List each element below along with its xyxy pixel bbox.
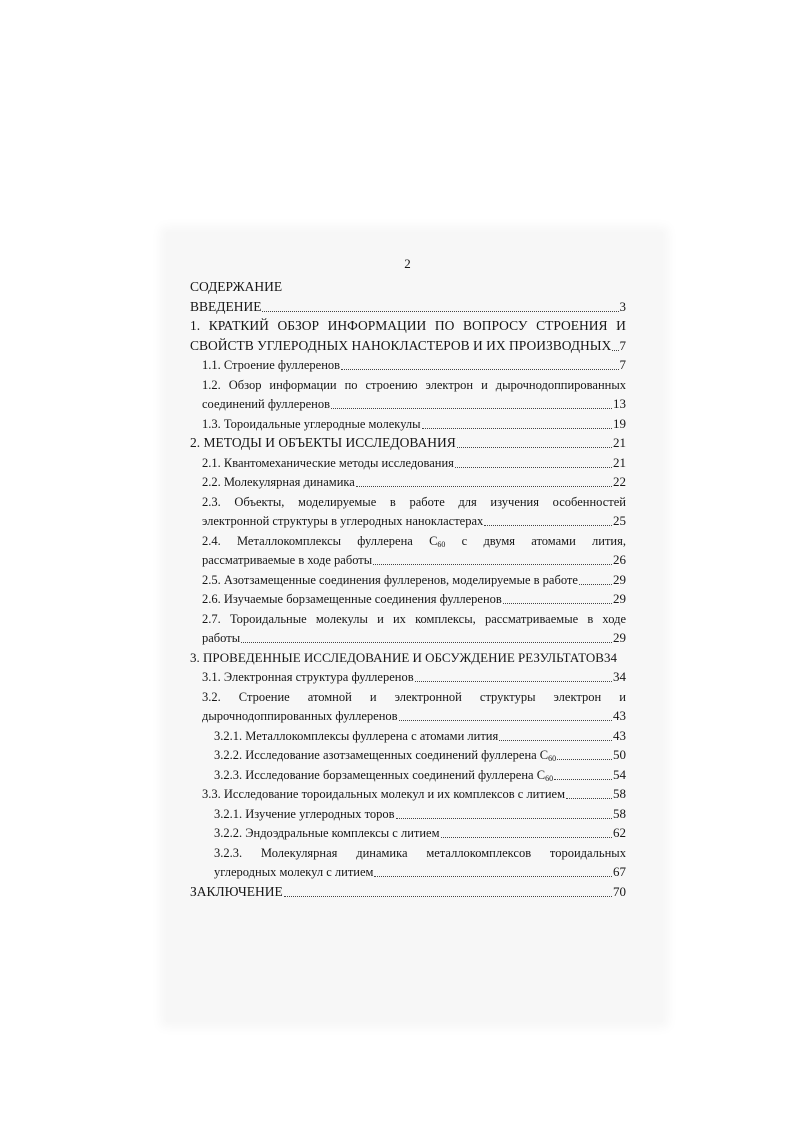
dot-leader: [557, 759, 612, 760]
toc-title: СОДЕРЖАНИЕ: [190, 279, 283, 294]
dot-leader: [503, 603, 612, 604]
toc-entry-3-2-1[interactable]: [190, 724, 626, 744]
dot-leader: [284, 896, 612, 897]
toc-entry-label: 3.1. Электронная структура фуллеренов: [202, 670, 414, 684]
word: особенностей: [552, 494, 626, 509]
toc-entry-label: ЗАКЛЮЧЕНИЕ: [190, 883, 283, 899]
toc-entry-label: соединений фуллеренов: [202, 397, 330, 411]
dot-leader: [262, 311, 618, 312]
formula-c60: [429, 534, 445, 549]
toc-entry-3-2-3[interactable]: [190, 763, 626, 783]
toc-entry-3-3-3-line2[interactable]: [190, 861, 626, 881]
toc-entry-label: 2.6. Изучаемые борзамещенные соединения фуллеренов: [202, 592, 502, 606]
word: лития,: [592, 533, 626, 548]
dot-leader: [331, 408, 612, 409]
toc-entry-page: 19: [613, 415, 626, 431]
toc-entry-page: 34: [603, 649, 617, 665]
toc-entry-label: дырочнодоппированных фуллеренов: [202, 709, 398, 723]
word: 2.3.: [202, 494, 221, 509]
formula-subscript: 60: [437, 539, 446, 549]
toc-entry-page: 22: [613, 474, 626, 489]
toc-entry-label: [214, 748, 556, 763]
word: Строение: [238, 689, 290, 704]
dot-leader: [579, 584, 612, 585]
word: с: [461, 533, 468, 548]
toc-entry-3-2-line1[interactable]: [190, 685, 626, 705]
toc-entry-label-line1: 2.7. Тороидальные молекулы и их комплексы, рассматриваемые в ходе: [202, 611, 626, 626]
toc-entry-3-3-1[interactable]: [190, 802, 626, 822]
word: металлокомплексов: [426, 845, 532, 860]
toc-entry-2-2[interactable]: [190, 471, 626, 491]
word: работе: [409, 494, 445, 509]
toc-entry-label: 2. МЕТОДЫ И ОБЪЕКТЫ ИССЛЕДОВАНИЯ: [190, 435, 456, 450]
toc-entry-ch3[interactable]: [190, 646, 626, 666]
toc-entry-ch1-line2[interactable]: [190, 334, 626, 354]
word: для: [458, 494, 477, 509]
word: и: [369, 689, 377, 704]
toc-entry-page: 26: [613, 552, 626, 567]
toc-entry-2-3-line2[interactable]: [190, 510, 626, 530]
word: структуры: [479, 689, 536, 704]
word: фуллерена: [357, 533, 413, 548]
toc-entry-label-line1: [202, 690, 626, 705]
toc-entry-label-line1: [190, 318, 626, 334]
toc-entry-label-line1: 1.2. Обзор информации по строению электрон и дырочнодоппированных: [202, 377, 626, 392]
toc-entry-label: электронной структуры в углеродных нанокластерах: [202, 514, 484, 528]
word: Металлокомплексы: [236, 533, 342, 548]
word: ОБЗОР: [277, 318, 320, 333]
toc-entry-page: 3: [619, 298, 626, 314]
toc-entry-1-2-line1[interactable]: [190, 373, 626, 393]
word: 3.2.3.: [214, 845, 243, 860]
toc-entry-page: 21: [613, 435, 626, 450]
label-text: 3.2.3. Исследование борзамещенных соединений фуллерена C: [214, 767, 546, 782]
toc-entry-2-1[interactable]: [190, 451, 626, 471]
toc-entry-label: 2.2. Молекулярная динамика: [202, 475, 355, 489]
toc-entry-label: СВОЙСТВ УГЛЕРОДНЫХ НАНОКЛАСТЕРОВ И ИХ ПРОИЗВОДНЫХ: [190, 337, 612, 353]
word: 1.: [190, 318, 201, 333]
word: ВОПРОСУ: [462, 318, 528, 333]
toc-entry-page: 50: [613, 747, 626, 762]
toc-entry-label: 2.1. Квантомеханические методы исследования: [202, 455, 454, 470]
word: Объекты,: [234, 494, 285, 509]
dot-leader: [374, 876, 612, 877]
toc-entry-3-3-2[interactable]: [190, 822, 626, 842]
toc-entry-2-4-line1[interactable]: [190, 529, 626, 549]
toc-entry-1-2-line2[interactable]: [190, 393, 626, 413]
toc-entry-label: 3.3. Исследование тороидальных молекул и их комплексов с литием: [202, 787, 565, 801]
dot-leader: [554, 779, 612, 780]
word: 3.2.: [202, 689, 221, 704]
dot-leader: [396, 818, 612, 819]
toc-entry-3-3-3-line1[interactable]: [190, 841, 626, 861]
toc-entry-page: 21: [613, 454, 626, 470]
toc-entry-2-7-line1[interactable]: [190, 607, 626, 627]
formula-subscript: 60: [545, 773, 554, 783]
toc-entry-page: 43: [613, 708, 626, 723]
word: двумя: [483, 533, 516, 548]
toc-entry-label: 3.2.1. Металлокомплексы фуллерена с атомами лития: [214, 728, 499, 743]
toc-entry-page: 29: [613, 571, 626, 587]
label-text: 3.2.2. Исследование азотзамещенных соединений фуллерена C: [214, 748, 549, 762]
toc-entry-label-line1: [202, 495, 626, 510]
toc-entry-ch2[interactable]: [190, 432, 626, 452]
toc-entry-3-3[interactable]: [190, 783, 626, 803]
toc-entry-conclusion[interactable]: [190, 880, 626, 900]
dot-leader: [373, 564, 612, 565]
formula-base: C: [429, 533, 438, 548]
toc-entry-page: 7: [619, 357, 626, 372]
toc-entry-page: 25: [613, 513, 626, 528]
toc-entry-label: работы: [202, 631, 241, 645]
toc-entry-page: 58: [613, 786, 626, 801]
word: динамика: [356, 845, 408, 860]
toc-entry-intro[interactable]: [190, 295, 626, 315]
dot-leader: [415, 681, 612, 682]
toc-entry-page: 29: [613, 630, 626, 645]
word: изучения: [490, 494, 539, 509]
word: атомами: [531, 533, 576, 548]
toc-entry-1-3[interactable]: [190, 412, 626, 432]
toc-entry-label: 1.3. Тороидальные углеродные молекулы: [202, 416, 421, 431]
dot-leader: [457, 447, 612, 448]
toc-entry-label: 1.1. Строение фуллеренов: [202, 358, 341, 372]
toc-entry-2-3-line1[interactable]: [190, 490, 626, 510]
dot-leader: [341, 369, 618, 370]
word: тороидальных: [549, 845, 626, 860]
word: моделируемые: [298, 494, 377, 509]
word: и: [619, 689, 626, 704]
toc-entry-page: 43: [613, 727, 626, 743]
dot-leader: [455, 467, 612, 468]
toc-entry-label: 3. ПРОВЕДЕННЫЕ ИССЛЕДОВАНИЕ И ОБСУЖДЕНИЕ РЕЗУЛЬТАТОВ: [190, 649, 604, 665]
toc-entry-3-2-2[interactable]: [190, 744, 626, 764]
toc-entry-2-4-line2[interactable]: [190, 549, 626, 569]
dot-leader: [422, 428, 612, 429]
toc-entry-label: ВВЕДЕНИЕ: [190, 298, 262, 314]
table-of-contents: [190, 276, 626, 900]
toc-entry-3-1[interactable]: [190, 666, 626, 686]
dot-leader: [612, 350, 618, 351]
toc-entry-label: 3.2.1. Изучение углеродных торов: [214, 806, 395, 821]
toc-entry-2-6[interactable]: [190, 588, 626, 608]
dot-leader: [484, 525, 612, 526]
toc-entry-label-line1: [214, 846, 626, 861]
word: ПО: [434, 318, 455, 333]
word: атомной: [307, 689, 352, 704]
toc-entry-page: 58: [613, 805, 626, 821]
toc-entry-page: 7: [619, 337, 626, 353]
toc-entry-page: 34: [613, 669, 626, 684]
page-number: 2: [404, 256, 411, 271]
toc-entry-label: рассматриваемые в ходе работы: [202, 553, 373, 567]
toc-entry-2-7-line2[interactable]: [190, 627, 626, 647]
toc-entry-ch1-line1[interactable]: [190, 315, 626, 335]
toc-entry-page: 70: [613, 883, 626, 899]
toc-entry-page: 13: [613, 396, 626, 411]
toc-entry-label-line1: [202, 534, 626, 549]
formula-subscript: 60: [548, 754, 557, 763]
word: в: [389, 494, 396, 509]
word: КРАТКИЙ: [208, 318, 269, 333]
word: Молекулярная: [260, 845, 338, 860]
dot-leader: [499, 740, 612, 741]
toc-entry-label: [214, 768, 553, 783]
toc-entry-page: 54: [613, 766, 626, 782]
toc-entry-2-5[interactable]: [190, 568, 626, 588]
dot-leader: [441, 837, 612, 838]
toc-entry-1-1[interactable]: [190, 354, 626, 374]
toc-entry-label: углеродных молекул с литием: [214, 865, 374, 879]
toc-title-row: [190, 276, 626, 295]
dot-leader: [399, 720, 612, 721]
toc-entry-3-2-line2[interactable]: [190, 705, 626, 725]
toc-entry-label: 3.2.2. Эндоэдральные комплексы с литием: [214, 826, 440, 840]
word: электронной: [394, 689, 462, 704]
word: электрон: [553, 689, 602, 704]
toc-entry-label: 2.5. Азотзамещенные соединения фуллеренов, моделируемые в работе: [202, 572, 578, 587]
dot-leader: [356, 486, 612, 487]
toc-entry-page: 67: [613, 864, 626, 879]
word: 2.4.: [202, 533, 221, 548]
toc-entry-page: 29: [613, 591, 626, 606]
word: ИНФОРМАЦИИ: [327, 318, 427, 333]
dot-leader: [241, 642, 612, 643]
dot-leader: [566, 798, 612, 799]
toc-entry-page: 62: [613, 825, 626, 840]
word: СТРОЕНИЯ: [536, 318, 608, 333]
word: И: [616, 318, 626, 333]
